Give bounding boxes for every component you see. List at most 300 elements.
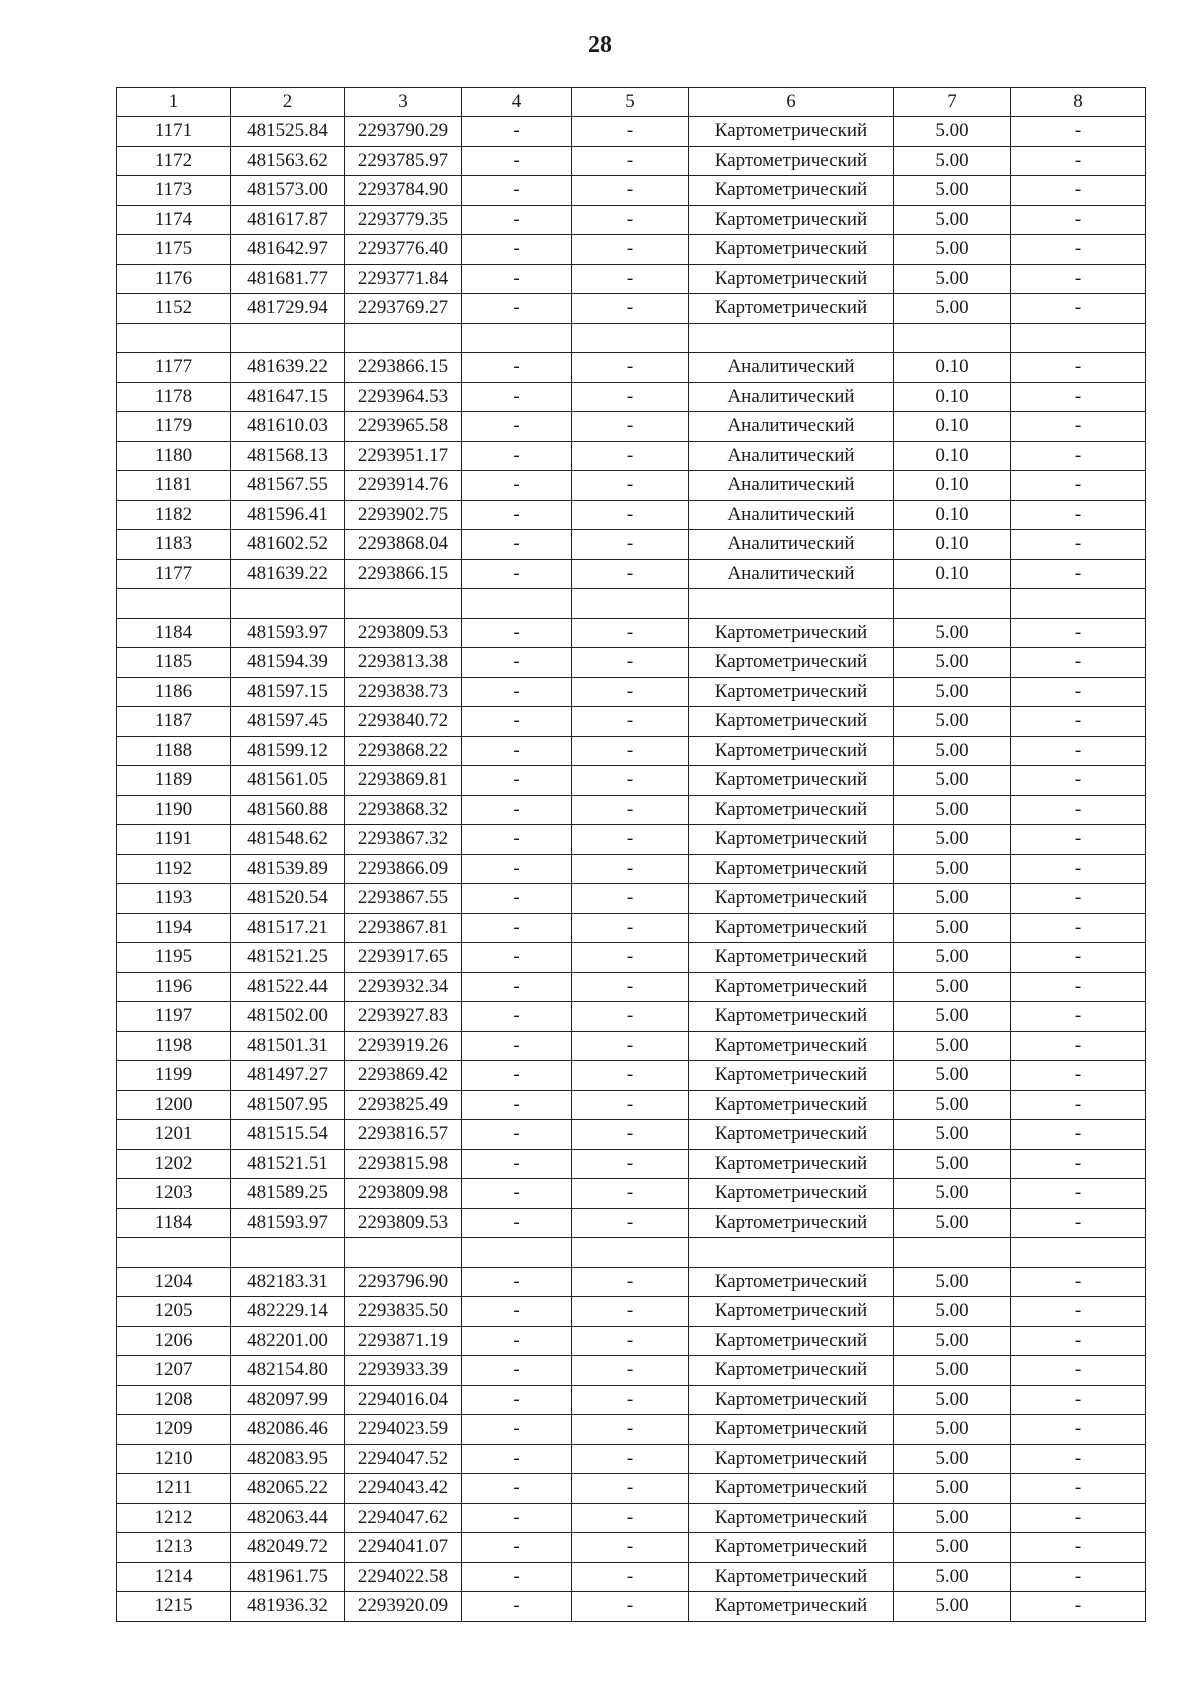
table-cell-col-8: - <box>1011 677 1146 707</box>
table-cell-col-8 <box>1011 589 1146 619</box>
table-cell-col-4: - <box>462 146 572 176</box>
column-header-1: 1 <box>117 88 231 117</box>
table-cell-col-3 <box>345 323 462 353</box>
table-cell-col-2: 481597.15 <box>231 677 345 707</box>
table-row <box>117 205 1146 235</box>
table-cell-col-2: 481501.31 <box>231 1031 345 1061</box>
table-cell-col-8: - <box>1011 382 1146 412</box>
table-cell-col-6: Картометрический <box>689 913 894 943</box>
table-row <box>117 559 1146 589</box>
table-cell-col-4: - <box>462 176 572 206</box>
table-cell-col-2: 481599.12 <box>231 736 345 766</box>
table-cell-col-4: - <box>462 825 572 855</box>
table-cell-col-3: 2294041.07 <box>345 1533 462 1563</box>
table-cell-col-4: - <box>462 382 572 412</box>
table-cell-col-6: Аналитический <box>689 441 894 471</box>
table-row <box>117 441 1146 471</box>
table-cell-col-7 <box>894 1238 1011 1268</box>
table-cell-col-3: 2294047.52 <box>345 1444 462 1474</box>
table-cell-col-7: 5.00 <box>894 1031 1011 1061</box>
table-cell-col-7: 5.00 <box>894 766 1011 796</box>
table-cell-col-8: - <box>1011 559 1146 589</box>
table-cell-col-3: 2293815.98 <box>345 1149 462 1179</box>
table-cell-col-3: 2293784.90 <box>345 176 462 206</box>
table-cell-col-8: - <box>1011 1385 1146 1415</box>
table-cell-col-7: 5.00 <box>894 884 1011 914</box>
table-cell-col-3: 2293868.04 <box>345 530 462 560</box>
table-cell-col-8: - <box>1011 1444 1146 1474</box>
table-row <box>117 677 1146 707</box>
table-row <box>117 736 1146 766</box>
table-cell-col-8: - <box>1011 1267 1146 1297</box>
table-cell-col-4: - <box>462 736 572 766</box>
table-cell-col-5: - <box>572 1326 689 1356</box>
table-cell-col-7: 0.10 <box>894 500 1011 530</box>
table-row <box>117 1267 1146 1297</box>
column-header-6: 6 <box>689 88 894 117</box>
table-cell-col-2: 481502.00 <box>231 1002 345 1032</box>
table-cell-col-4: - <box>462 117 572 147</box>
table-row <box>117 648 1146 678</box>
table-cell-col-2: 481507.95 <box>231 1090 345 1120</box>
table-cell-col-8: - <box>1011 795 1146 825</box>
table-cell-col-1: 1172 <box>117 146 231 176</box>
table-cell-col-7: 5.00 <box>894 1415 1011 1445</box>
table-row <box>117 412 1146 442</box>
table-cell-col-5: - <box>572 1444 689 1474</box>
table-cell-col-4: - <box>462 1090 572 1120</box>
table-cell-col-5 <box>572 1238 689 1268</box>
table-cell-col-6: Картометрический <box>689 1031 894 1061</box>
table-cell-col-6: Картометрический <box>689 1385 894 1415</box>
table-cell-col-8: - <box>1011 1356 1146 1386</box>
table-cell-col-7: 0.10 <box>894 441 1011 471</box>
table-cell-col-5: - <box>572 1533 689 1563</box>
table-cell-col-5: - <box>572 766 689 796</box>
table-cell-col-2: 482154.80 <box>231 1356 345 1386</box>
table-cell-col-8: - <box>1011 294 1146 324</box>
separator-row <box>117 1238 1146 1268</box>
table-cell-col-2: 481539.89 <box>231 854 345 884</box>
table-cell-col-6: Картометрический <box>689 1090 894 1120</box>
table-cell-col-1: 1171 <box>117 117 231 147</box>
table-cell-col-2: 481617.87 <box>231 205 345 235</box>
table-cell-col-6: Аналитический <box>689 530 894 560</box>
table-cell-col-5: - <box>572 382 689 412</box>
table-cell-col-3: 2294043.42 <box>345 1474 462 1504</box>
table-cell-col-7: 5.00 <box>894 1179 1011 1209</box>
table-cell-col-3: 2294023.59 <box>345 1415 462 1445</box>
table-cell-col-7: 5.00 <box>894 972 1011 1002</box>
table-row <box>117 854 1146 884</box>
table-cell-col-8: - <box>1011 854 1146 884</box>
table-cell-col-7: 0.10 <box>894 382 1011 412</box>
table-cell-col-6: Картометрический <box>689 1120 894 1150</box>
table-cell-col-4: - <box>462 618 572 648</box>
table-row <box>117 1415 1146 1445</box>
table-cell-col-7: 5.00 <box>894 176 1011 206</box>
table-cell-col-1: 1200 <box>117 1090 231 1120</box>
table-cell-col-6: Картометрический <box>689 1179 894 1209</box>
table-cell-col-8: - <box>1011 648 1146 678</box>
table-cell-col-3: 2294016.04 <box>345 1385 462 1415</box>
table-cell-col-2: 481594.39 <box>231 648 345 678</box>
table-cell-col-2: 481681.77 <box>231 264 345 294</box>
table-cell-col-6: Аналитический <box>689 353 894 383</box>
table-cell-col-3: 2293951.17 <box>345 441 462 471</box>
table-cell-col-7: 5.00 <box>894 1090 1011 1120</box>
table-cell-col-4: - <box>462 1385 572 1415</box>
table-cell-col-2 <box>231 1238 345 1268</box>
table-cell-col-7: 5.00 <box>894 1002 1011 1032</box>
table-cell-col-5: - <box>572 235 689 265</box>
table-cell-col-3: 2293825.49 <box>345 1090 462 1120</box>
table-cell-col-1: 1211 <box>117 1474 231 1504</box>
page-number: 28 <box>588 32 612 58</box>
table-cell-col-3: 2293809.53 <box>345 1208 462 1238</box>
table-cell-col-2: 482201.00 <box>231 1326 345 1356</box>
table-cell-col-2: 481497.27 <box>231 1061 345 1091</box>
table-cell-col-6: Картометрический <box>689 1208 894 1238</box>
column-header-8: 8 <box>1011 88 1146 117</box>
table-cell-col-8: - <box>1011 707 1146 737</box>
table-cell-col-5: - <box>572 1474 689 1504</box>
table-row <box>117 766 1146 796</box>
table-cell-col-1: 1178 <box>117 382 231 412</box>
table-cell-col-1: 1174 <box>117 205 231 235</box>
table-cell-col-3: 2293790.29 <box>345 117 462 147</box>
table-cell-col-6: Аналитический <box>689 559 894 589</box>
table-cell-col-7: 5.00 <box>894 943 1011 973</box>
table-cell-col-3: 2293866.15 <box>345 559 462 589</box>
column-header-7: 7 <box>894 88 1011 117</box>
table-cell-col-2: 481515.54 <box>231 1120 345 1150</box>
coordinates-table <box>116 87 1146 1622</box>
table-cell-col-2: 482065.22 <box>231 1474 345 1504</box>
table-cell-col-4: - <box>462 235 572 265</box>
table-cell-col-5: - <box>572 412 689 442</box>
table-cell-col-1: 1152 <box>117 294 231 324</box>
table-cell-col-1 <box>117 589 231 619</box>
table-cell-col-5: - <box>572 146 689 176</box>
table-cell-col-6: Картометрический <box>689 707 894 737</box>
table-cell-col-4: - <box>462 707 572 737</box>
table-cell-col-1: 1185 <box>117 648 231 678</box>
table-row <box>117 1533 1146 1563</box>
table-cell-col-7: 5.00 <box>894 736 1011 766</box>
table-cell-col-8: - <box>1011 530 1146 560</box>
table-cell-col-5: - <box>572 500 689 530</box>
table-cell-col-6: Картометрический <box>689 1267 894 1297</box>
table-cell-col-4: - <box>462 264 572 294</box>
table-cell-col-8: - <box>1011 1149 1146 1179</box>
table-row <box>117 1002 1146 1032</box>
table-row <box>117 1356 1146 1386</box>
table-cell-col-2: 481563.62 <box>231 146 345 176</box>
table-cell-col-2: 481647.15 <box>231 382 345 412</box>
table-cell-col-6: Картометрический <box>689 943 894 973</box>
table-cell-col-1: 1188 <box>117 736 231 766</box>
table-row <box>117 294 1146 324</box>
table-cell-col-7: 5.00 <box>894 1385 1011 1415</box>
table-cell-col-4: - <box>462 1592 572 1622</box>
table-cell-col-4: - <box>462 913 572 943</box>
table-cell-col-4: - <box>462 1149 572 1179</box>
table-cell-col-7: 5.00 <box>894 1297 1011 1327</box>
table-cell-col-4: - <box>462 1297 572 1327</box>
table-cell-col-1: 1175 <box>117 235 231 265</box>
table-cell-col-1: 1202 <box>117 1149 231 1179</box>
separator-row <box>117 323 1146 353</box>
table-cell-col-3: 2293868.32 <box>345 795 462 825</box>
table-cell-col-8: - <box>1011 264 1146 294</box>
table-cell-col-1: 1197 <box>117 1002 231 1032</box>
table-cell-col-1: 1189 <box>117 766 231 796</box>
table-cell-col-2: 481597.45 <box>231 707 345 737</box>
table-cell-col-5: - <box>572 1002 689 1032</box>
table-cell-col-8: - <box>1011 205 1146 235</box>
table-cell-col-3: 2293769.27 <box>345 294 462 324</box>
table-cell-col-6: Аналитический <box>689 412 894 442</box>
table-cell-col-8: - <box>1011 1002 1146 1032</box>
table-cell-col-2: 481639.22 <box>231 559 345 589</box>
table-cell-col-2: 482086.46 <box>231 1415 345 1445</box>
table-cell-col-3: 2293796.90 <box>345 1267 462 1297</box>
table-cell-col-6: Картометрический <box>689 264 894 294</box>
table-cell-col-5: - <box>572 1090 689 1120</box>
table-cell-col-8 <box>1011 1238 1146 1268</box>
table-cell-col-1: 1181 <box>117 471 231 501</box>
table-cell-col-1: 1195 <box>117 943 231 973</box>
table-cell-col-7: 5.00 <box>894 1503 1011 1533</box>
table-cell-col-3: 2293927.83 <box>345 1002 462 1032</box>
table-cell-col-3: 2293869.81 <box>345 766 462 796</box>
table-cell-col-4: - <box>462 677 572 707</box>
table-cell-col-2: 482049.72 <box>231 1533 345 1563</box>
column-header-4: 4 <box>462 88 572 117</box>
table-cell-col-2 <box>231 589 345 619</box>
table-cell-col-5: - <box>572 913 689 943</box>
table-cell-col-1: 1208 <box>117 1385 231 1415</box>
table-cell-col-6: Картометрический <box>689 1326 894 1356</box>
table-row <box>117 1149 1146 1179</box>
table-cell-col-5: - <box>572 1149 689 1179</box>
table-cell-col-1: 1180 <box>117 441 231 471</box>
table-row <box>117 825 1146 855</box>
table-cell-col-4: - <box>462 1326 572 1356</box>
table-row <box>117 1474 1146 1504</box>
table-cell-col-7: 5.00 <box>894 1444 1011 1474</box>
table-cell-col-5: - <box>572 441 689 471</box>
table-cell-col-5: - <box>572 1120 689 1150</box>
table-cell-col-6: Картометрический <box>689 205 894 235</box>
table-cell-col-5: - <box>572 117 689 147</box>
table-cell-col-8: - <box>1011 441 1146 471</box>
table-cell-col-6: Картометрический <box>689 795 894 825</box>
table-cell-col-7 <box>894 589 1011 619</box>
table-cell-col-1: 1177 <box>117 559 231 589</box>
column-header-2: 2 <box>231 88 345 117</box>
table-cell-col-1: 1177 <box>117 353 231 383</box>
table-cell-col-3: 2293809.98 <box>345 1179 462 1209</box>
table-cell-col-3: 2293838.73 <box>345 677 462 707</box>
table-cell-col-4: - <box>462 559 572 589</box>
table-cell-col-3: 2293869.42 <box>345 1061 462 1091</box>
table-cell-col-1: 1182 <box>117 500 231 530</box>
table-cell-col-2: 481729.94 <box>231 294 345 324</box>
table-cell-col-7: 5.00 <box>894 677 1011 707</box>
table-cell-col-3: 2293866.15 <box>345 353 462 383</box>
table-cell-col-6: Картометрический <box>689 1061 894 1091</box>
table-cell-col-3: 2293919.26 <box>345 1031 462 1061</box>
table-cell-col-7: 5.00 <box>894 235 1011 265</box>
table-cell-col-6 <box>689 589 894 619</box>
table-cell-col-6: Аналитический <box>689 471 894 501</box>
table-cell-col-1: 1173 <box>117 176 231 206</box>
table-cell-col-8: - <box>1011 618 1146 648</box>
table-cell-col-3: 2293868.22 <box>345 736 462 766</box>
table-cell-col-4: - <box>462 1267 572 1297</box>
table-cell-col-5: - <box>572 972 689 1002</box>
table-cell-col-5 <box>572 589 689 619</box>
table-row <box>117 471 1146 501</box>
table-cell-col-6: Картометрический <box>689 1474 894 1504</box>
table-cell-col-7: 5.00 <box>894 1120 1011 1150</box>
table-cell-col-4 <box>462 1238 572 1268</box>
table-cell-col-5: - <box>572 1356 689 1386</box>
table-cell-col-2: 481517.21 <box>231 913 345 943</box>
table-cell-col-4: - <box>462 1208 572 1238</box>
table-cell-col-2: 481593.97 <box>231 1208 345 1238</box>
table-cell-col-2: 481521.51 <box>231 1149 345 1179</box>
table-cell-col-4: - <box>462 1002 572 1032</box>
table-cell-col-7: 5.00 <box>894 117 1011 147</box>
table-cell-col-6: Картометрический <box>689 235 894 265</box>
table-cell-col-3: 2293785.97 <box>345 146 462 176</box>
table-cell-col-6: Картометрический <box>689 884 894 914</box>
table-cell-col-7: 5.00 <box>894 1356 1011 1386</box>
table-cell-col-5: - <box>572 618 689 648</box>
table-row <box>117 1090 1146 1120</box>
table-cell-col-4: - <box>462 412 572 442</box>
table-cell-col-1: 1190 <box>117 795 231 825</box>
table-cell-col-5: - <box>572 1208 689 1238</box>
table-cell-col-4 <box>462 589 572 619</box>
table-row <box>117 1562 1146 1592</box>
table-cell-col-4: - <box>462 1415 572 1445</box>
table-cell-col-7: 5.00 <box>894 825 1011 855</box>
table-cell-col-7: 5.00 <box>894 1061 1011 1091</box>
table-cell-col-7: 5.00 <box>894 1267 1011 1297</box>
table-cell-col-5: - <box>572 1562 689 1592</box>
table-cell-col-4: - <box>462 1061 572 1091</box>
table-cell-col-6: Картометрический <box>689 1002 894 1032</box>
table-cell-col-6: Картометрический <box>689 1503 894 1533</box>
table-cell-col-1: 1191 <box>117 825 231 855</box>
table-cell-col-8: - <box>1011 1179 1146 1209</box>
table-row <box>117 913 1146 943</box>
table-cell-col-8: - <box>1011 117 1146 147</box>
table-cell-col-2: 481639.22 <box>231 353 345 383</box>
table-cell-col-8: - <box>1011 1562 1146 1592</box>
table-cell-col-3: 2293964.53 <box>345 382 462 412</box>
table-cell-col-4: - <box>462 1356 572 1386</box>
table-cell-col-3: 2293813.38 <box>345 648 462 678</box>
table-cell-col-5: - <box>572 943 689 973</box>
table-cell-col-6: Картометрический <box>689 854 894 884</box>
table-cell-col-3: 2293871.19 <box>345 1326 462 1356</box>
table-cell-col-2: 481567.55 <box>231 471 345 501</box>
table-cell-col-3: 2293779.35 <box>345 205 462 235</box>
table-cell-col-7: 5.00 <box>894 707 1011 737</box>
table-cell-col-2: 482063.44 <box>231 1503 345 1533</box>
table-cell-col-1: 1210 <box>117 1444 231 1474</box>
table-cell-col-7: 5.00 <box>894 618 1011 648</box>
table-cell-col-1: 1196 <box>117 972 231 1002</box>
table-cell-col-3: 2293816.57 <box>345 1120 462 1150</box>
table-cell-col-6: Картометрический <box>689 294 894 324</box>
table-cell-col-8: - <box>1011 353 1146 383</box>
table-cell-col-3 <box>345 589 462 619</box>
table-row <box>117 972 1146 1002</box>
table-cell-col-7: 5.00 <box>894 205 1011 235</box>
table-cell-col-3: 2293835.50 <box>345 1297 462 1327</box>
table-cell-col-6: Картометрический <box>689 1415 894 1445</box>
table-cell-col-3: 2294047.62 <box>345 1503 462 1533</box>
table-row <box>117 1120 1146 1150</box>
separator-row <box>117 589 1146 619</box>
table-cell-col-1: 1184 <box>117 618 231 648</box>
table-row <box>117 176 1146 206</box>
table-cell-col-1: 1203 <box>117 1179 231 1209</box>
table-cell-col-8: - <box>1011 766 1146 796</box>
table-cell-col-6: Картометрический <box>689 146 894 176</box>
table-cell-col-6: Картометрический <box>689 1149 894 1179</box>
table-cell-col-7: 5.00 <box>894 1326 1011 1356</box>
table-cell-col-8: - <box>1011 471 1146 501</box>
table-cell-col-5: - <box>572 648 689 678</box>
table-cell-col-5: - <box>572 795 689 825</box>
table-cell-col-8: - <box>1011 1297 1146 1327</box>
table-cell-col-2: 481522.44 <box>231 972 345 1002</box>
table-cell-col-2: 481568.13 <box>231 441 345 471</box>
table-cell-col-4: - <box>462 854 572 884</box>
table-body <box>117 117 1146 1622</box>
table-cell-col-6: Картометрический <box>689 618 894 648</box>
table-cell-col-3: 2293809.53 <box>345 618 462 648</box>
table-cell-col-7: 5.00 <box>894 294 1011 324</box>
table-cell-col-5: - <box>572 205 689 235</box>
table-header <box>117 88 1146 117</box>
table-cell-col-4: - <box>462 441 572 471</box>
table-row <box>117 884 1146 914</box>
table-cell-col-8: - <box>1011 1120 1146 1150</box>
table-cell-col-8: - <box>1011 235 1146 265</box>
table-cell-col-4: - <box>462 530 572 560</box>
table-row <box>117 1385 1146 1415</box>
table-cell-col-5: - <box>572 559 689 589</box>
table-cell-col-3: 2293776.40 <box>345 235 462 265</box>
table-cell-col-7: 5.00 <box>894 795 1011 825</box>
table-cell-col-4: - <box>462 1474 572 1504</box>
table-cell-col-6: Аналитический <box>689 500 894 530</box>
table-cell-col-7: 0.10 <box>894 559 1011 589</box>
table-cell-col-1: 1212 <box>117 1503 231 1533</box>
table-cell-col-7: 5.00 <box>894 1562 1011 1592</box>
table-cell-col-8: - <box>1011 1503 1146 1533</box>
table-cell-col-1: 1179 <box>117 412 231 442</box>
table-cell-col-3: 2293771.84 <box>345 264 462 294</box>
